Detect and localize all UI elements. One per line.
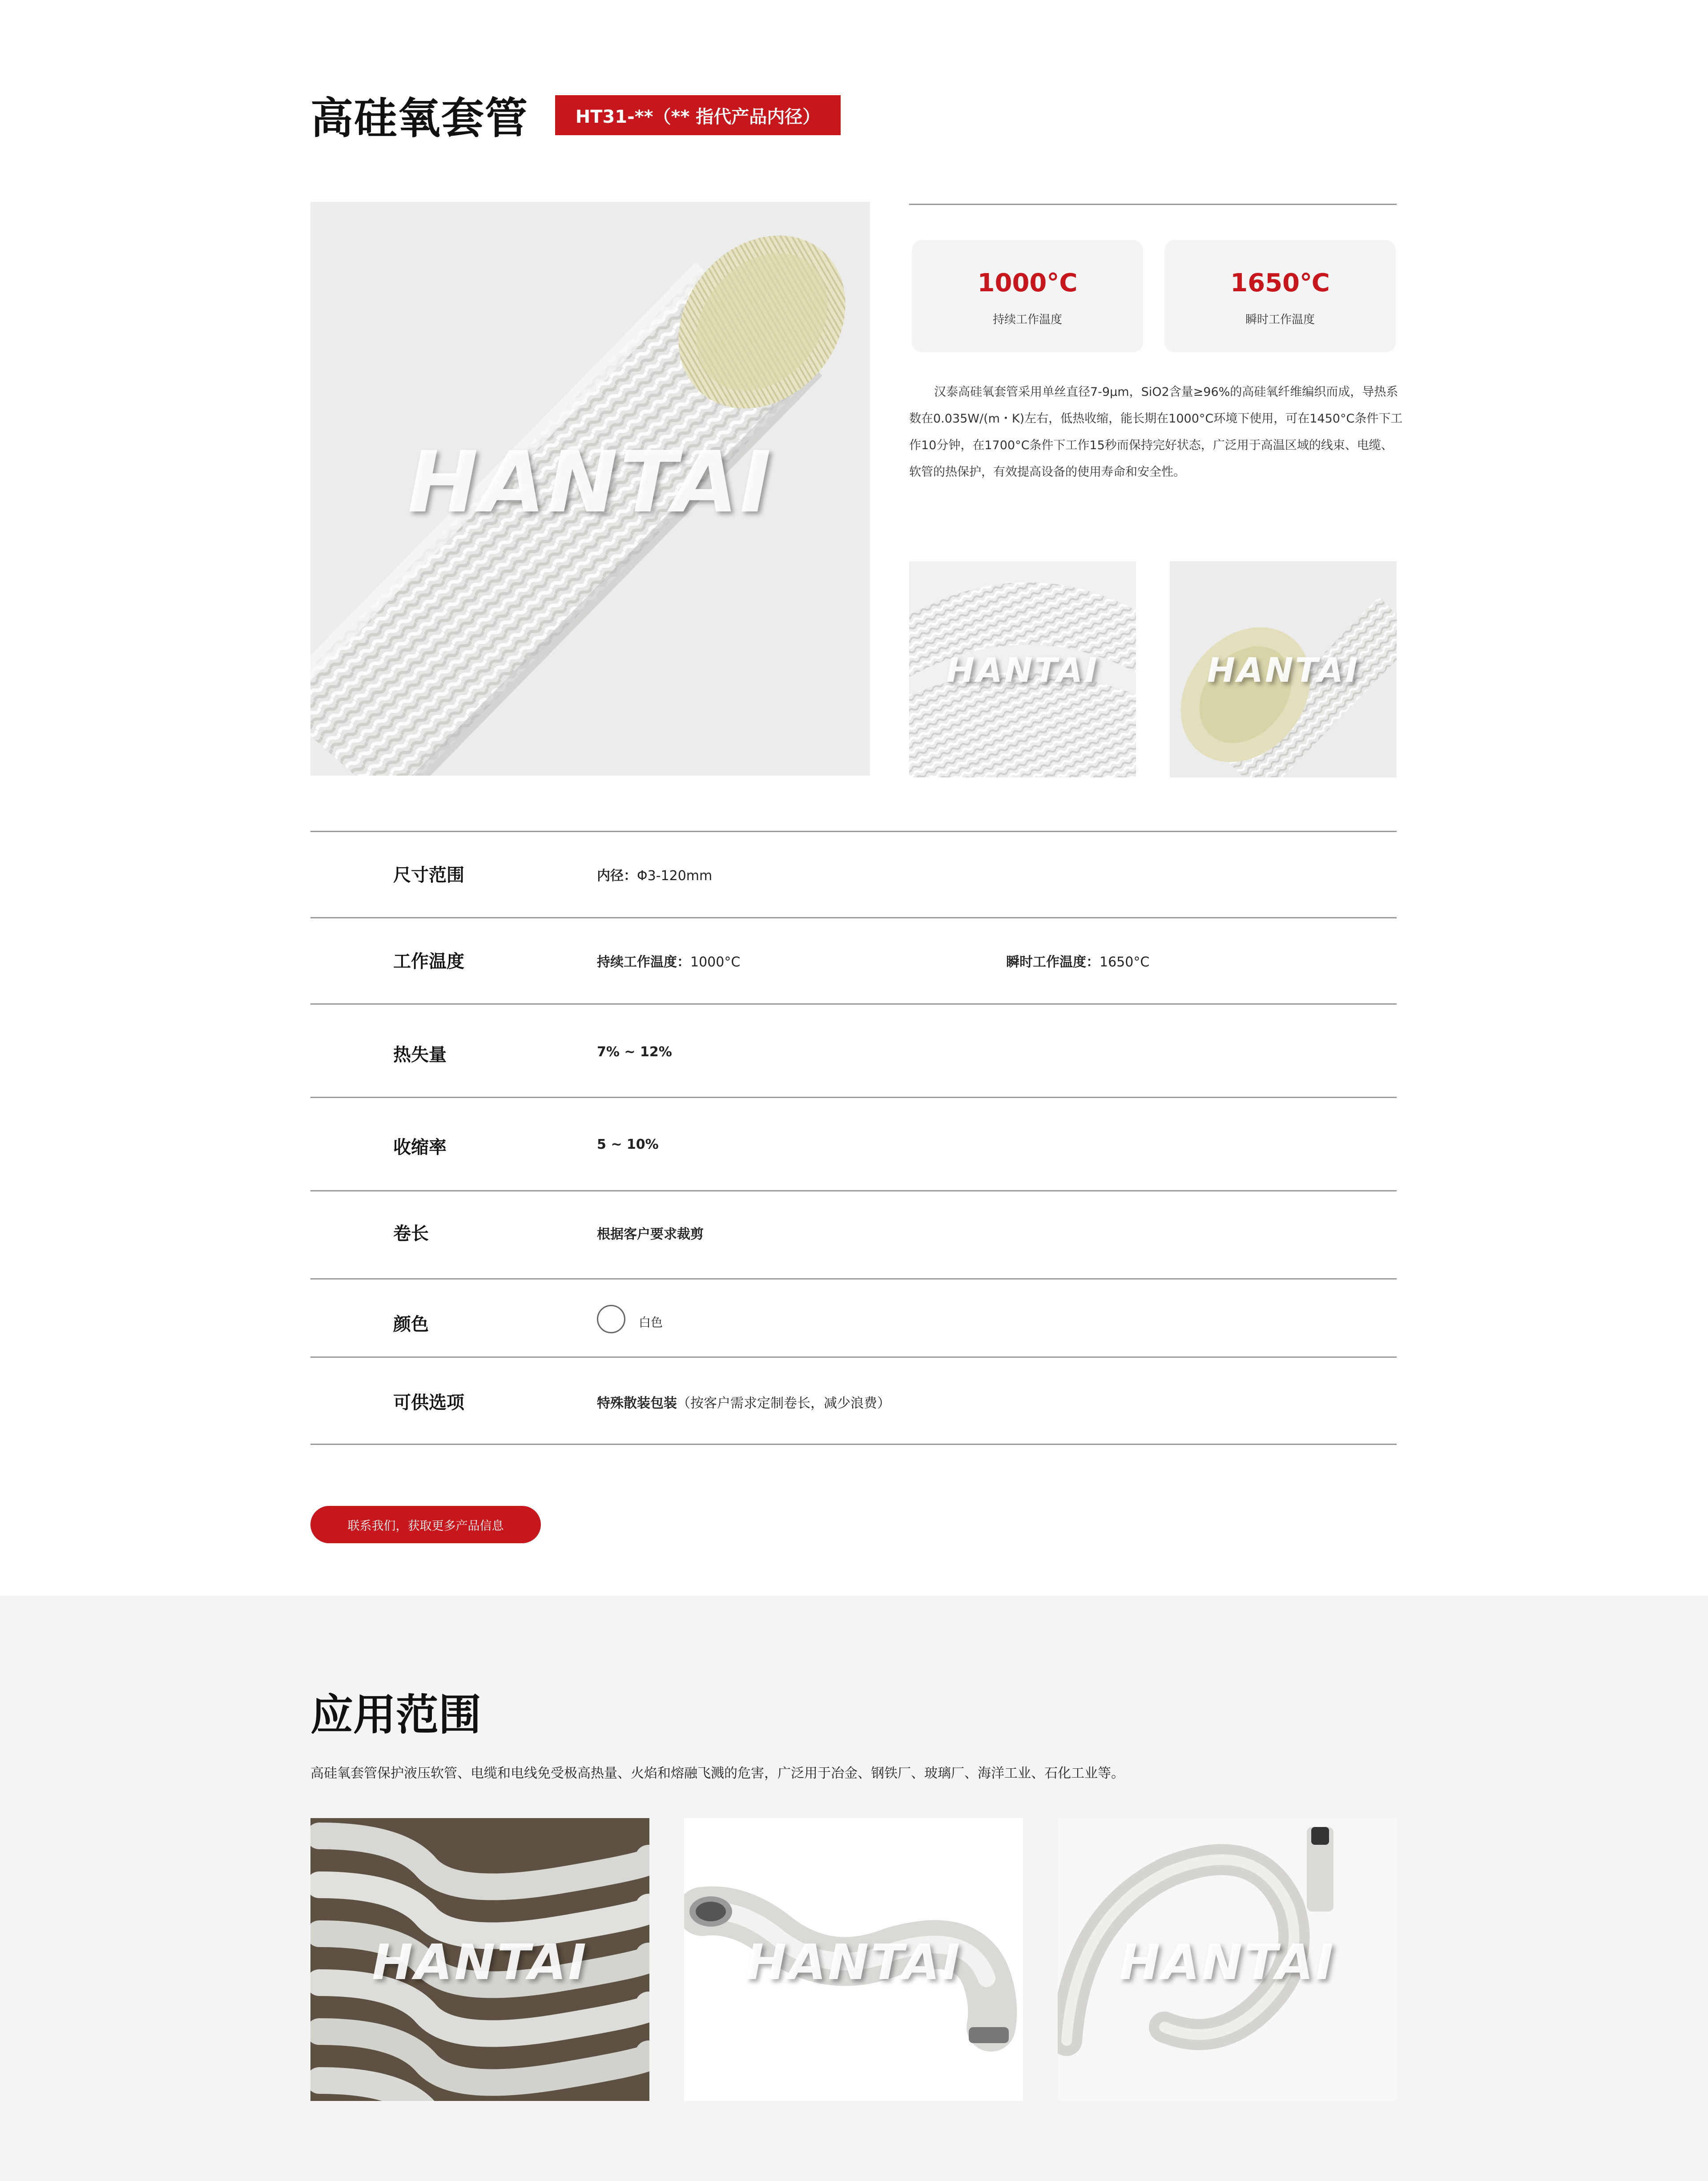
spec-label-heat-loss: 热失量 [393, 1045, 447, 1065]
spec-value-continuous-temp [597, 951, 740, 970]
hantai-watermark: HANTAI [745, 1934, 962, 1991]
spec-label-shrinkage: 收缩率 [393, 1137, 447, 1158]
application-title: 应用范围 [310, 1690, 481, 1740]
main-product-image [310, 202, 870, 776]
table-divider [310, 1003, 1397, 1005]
spec-text: 根据客户要求裁剪 [597, 1227, 704, 1242]
spec-text: 7% ~ 12% [597, 1044, 672, 1060]
stat-card-continuous-temp [912, 240, 1143, 352]
spec-label-roll-length: 卷长 [393, 1223, 429, 1244]
page-title: 高硅氧套管 [310, 93, 528, 143]
application-image-1 [310, 1818, 649, 2101]
thumbnail-image-2[interactable] [1170, 561, 1397, 777]
spec-label-color: 颜色 [393, 1314, 429, 1335]
spec-value-options [597, 1392, 890, 1412]
spec-key: 持续工作温度： [597, 954, 690, 970]
spec-value-heat-loss [597, 1044, 672, 1060]
spec-text: 5 ~ 10% [597, 1137, 659, 1152]
stat-label: 瞬时工作温度 [1245, 313, 1315, 326]
hantai-watermark: HANTAI [946, 650, 1099, 690]
stat-card-instant-temp [1164, 240, 1396, 352]
spec-key: 瞬时工作温度： [1006, 954, 1100, 970]
spec-value-shrinkage [597, 1137, 659, 1152]
stat-label: 持续工作温度 [992, 313, 1062, 326]
spec-text: Φ3-120mm [637, 868, 713, 884]
product-code-badge: HT31-**（** 指代产品内径） [555, 95, 841, 135]
application-description: 高硅氧套管保护液压软管、电缆和电线免受极高热量、火焰和熔融飞溅的危害，广泛用于冶金、钢铁厂、玻璃厂、海洋工业、石化工业等。 [310, 1766, 1124, 1781]
table-divider [310, 1278, 1397, 1280]
table-divider [310, 1356, 1397, 1358]
spec-value-instant-temp [1006, 951, 1149, 970]
table-divider [310, 831, 1397, 832]
divider [909, 204, 1397, 205]
spec-text: 1000°C [690, 954, 741, 970]
table-divider [310, 1444, 1397, 1445]
spec-key: 内径： [597, 868, 637, 884]
spec-label-size: 尺寸范围 [393, 865, 464, 885]
hantai-watermark: HANTAI [1119, 1934, 1335, 1991]
spec-text: （按客户需求定制卷长，减少浪费） [677, 1396, 890, 1411]
spec-text: 1650°C [1100, 954, 1150, 970]
table-divider [310, 1097, 1397, 1098]
hantai-watermark: HANTAI [372, 1934, 588, 1991]
hantai-watermark: HANTAI [407, 433, 773, 531]
contact-us-button[interactable]: 联系我们，获取更多产品信息 [310, 1506, 541, 1543]
color-swatch-white[interactable] [597, 1305, 625, 1333]
spec-label-options: 可供选项 [393, 1392, 464, 1413]
spec-value-roll-length [597, 1223, 704, 1243]
application-image-2 [684, 1818, 1023, 2101]
thumbnail-image-1[interactable] [909, 561, 1136, 777]
table-divider [310, 917, 1397, 918]
spec-key: 特殊散装包装 [597, 1396, 677, 1411]
spec-label-temperature: 工作温度 [393, 951, 464, 972]
stat-value: 1650℃ [1230, 269, 1330, 298]
table-divider [310, 1190, 1397, 1191]
stat-value: 1000°C [977, 269, 1078, 298]
product-description: 汉泰高硅氧套管采用单丝直径7-9μm，SiO2含量≥96%的高硅氧纤维编织而成，导热系数在0.035W/(m・K)左右，低热收缩，能长期在1000°C环境下使用，可在1450°C条件下工作10分钟，在1700°C条件下工作15秒而保持完好状态，广泛用于高温区域的线束、电缆、软管的热保护，有效提高设备的使用寿命和安全性。 [909, 385, 1403, 479]
spec-value-color: 白色 [639, 1316, 663, 1330]
spec-value-size [597, 865, 712, 884]
hantai-watermark: HANTAI [1207, 650, 1360, 690]
application-image-3 [1058, 1818, 1397, 2101]
